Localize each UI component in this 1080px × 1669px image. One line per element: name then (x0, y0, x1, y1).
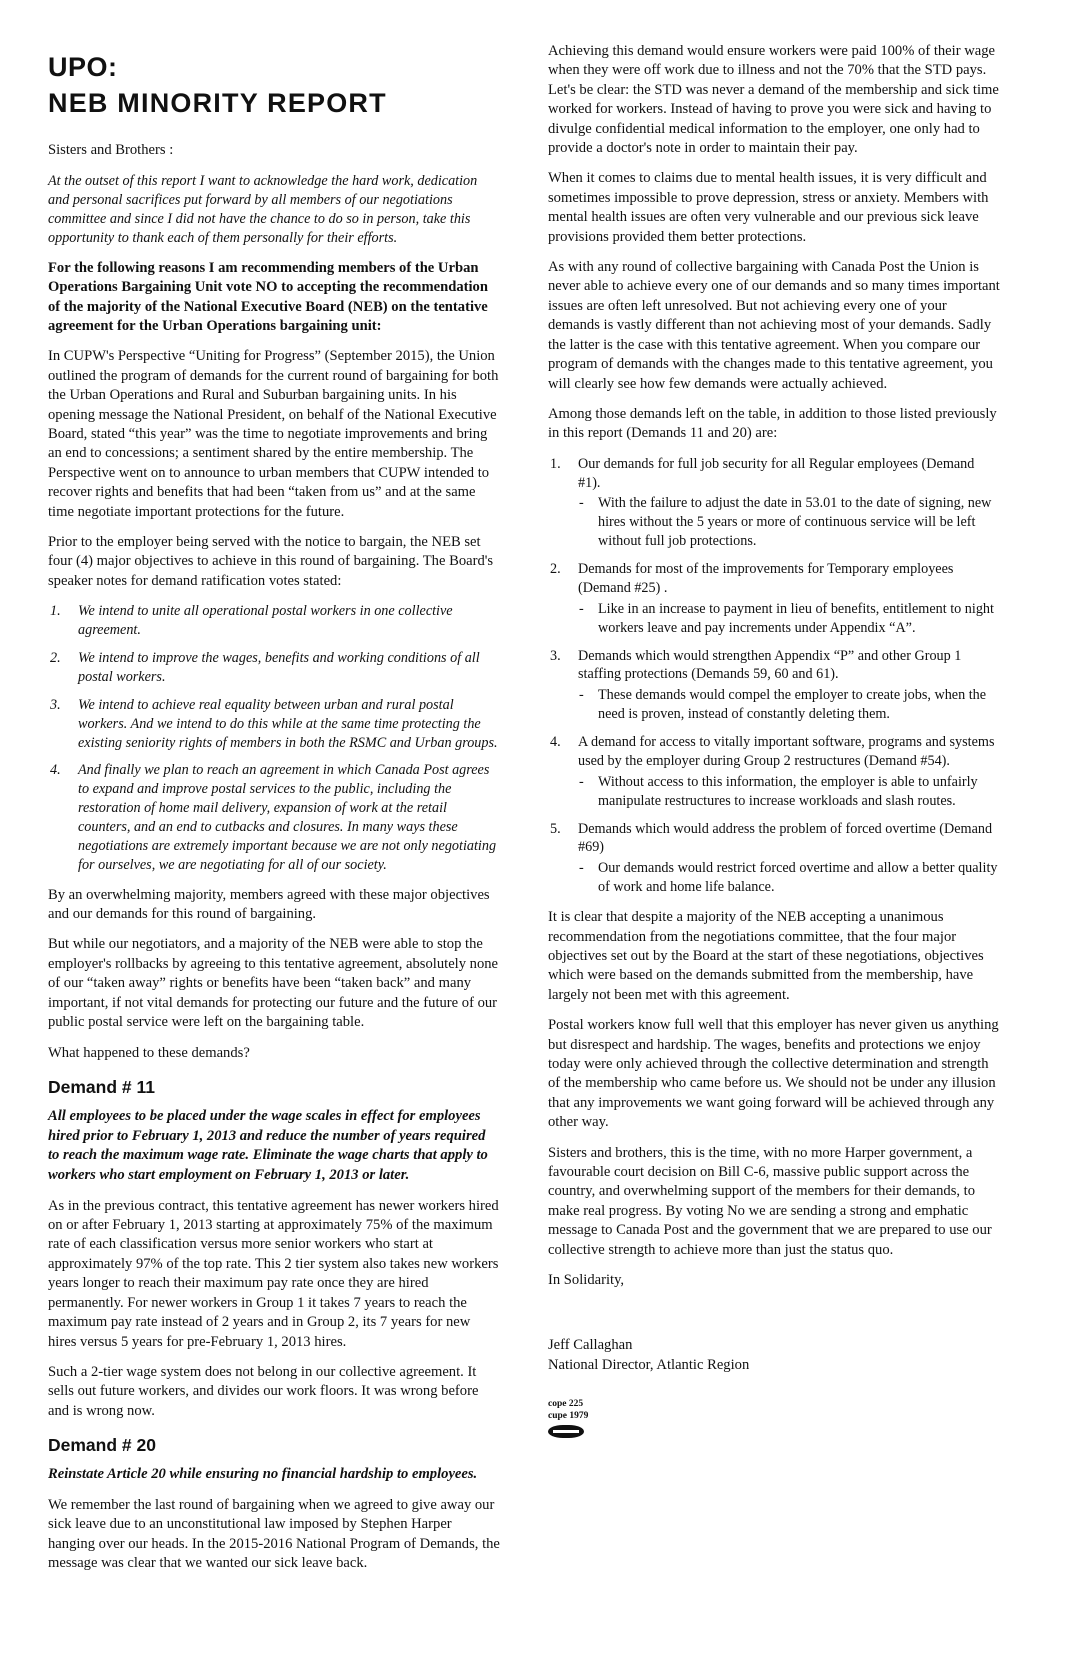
list-number: 4. (50, 762, 61, 779)
signature-title: National Director, Atlantic Region (548, 1357, 750, 1374)
sub-list (578, 494, 1000, 551)
demand-text: Demands which would strengthen Appendix “P” and other Group 1 staffing protections (Demands 59, 60 and 61). (578, 647, 962, 683)
dash-bullet: - (579, 600, 584, 617)
demand-text: Demands which would address the problem of forced overtime (Demand #69) (578, 820, 993, 856)
list-item (548, 733, 1000, 811)
objectives-list (48, 602, 500, 874)
objective-text: We intend to unite all operational postal workers in one collective agreement. (78, 603, 453, 639)
demand-11-text: All employees to be placed under the wage scales in effect for employees hired prior to February 1, 2013 and reduce the number of years required to reach the maximum wage rate. Eliminate the wage charts that apply to workers who start employment on February 1, 2013 or later. (48, 1107, 488, 1183)
list-item (48, 696, 500, 753)
intro-paragraph: At the outset of this report I want to acknowledge the hard work, dedication and personal sacrifices put forward by all members of our negotiations committee and since I did not have the chance to do so in person, take this opportunity to thank each of them personally for their efforts. (48, 172, 478, 246)
title-line-2: NEB MINORITY REPORT (48, 87, 387, 118)
sub-item-text: With the failure to adjust the date in 53.01 to the date of signing, new hires without the 5 years or more of continuous service will be left without full job protections. (598, 495, 992, 550)
right-paragraph-1: Achieving this demand would ensure workers were paid 100% of their wage when they were off work due to illness and not the 70% that the STD pays. Let's be clear: the STD was never a demand of the membership and sick time worked for workers. Instead of having to prove you were sick and having to divulge confidential medical information to the employer, one only had to provide a doctor's note in order to maintain their pay. (548, 43, 999, 157)
list-number: 4. (550, 734, 561, 751)
sub-list-item (578, 686, 1000, 724)
objective-text: We intend to improve the wages, benefits and working conditions of all postal workers. (78, 650, 480, 685)
right-paragraph-7: Sisters and brothers, this is the time, with no more Harper government, a favourable court decision on Bill C-6, massive public support across the country, and overwhelming support of the members for their demands, to make real progress. By voting No we are sending a strong and emphatic message to Canada Post and the government that we are prepared to use our collective strength to achieve more than just the status quo. (548, 1144, 992, 1258)
list-item (48, 649, 500, 687)
sub-list-item (578, 494, 1000, 551)
sub-list (578, 600, 1000, 638)
list-number: 3. (50, 696, 61, 713)
sub-list (578, 686, 1000, 724)
dash-bullet: - (579, 860, 584, 877)
right-paragraph-3: As with any round of collective bargaining with Canada Post the Union is never able to achieve every one of our demands and so many times important issues are often left unresolved. But not achieving every one of your demands is vastly different than not achieving most of your demands. Sadly the latter is the case with this tentative agreement. When you compare our program of demands with the changes made to this tentative agreement, you will clearly see how few demands were actually achieved. (548, 259, 1000, 392)
right-paragraph-4: Among those demands left on the table, in addition to those listed previously in this report (Demands 11 and 20) are: (548, 405, 997, 442)
perspective-paragraph: In CUPW's Perspective “Uniting for Progress” (September 2015), the Union outlined the program of demands for the current round of bargaining for both the Urban Operations and Rural and Suburban bargaining units. In his opening message the National President, on behalf of the National Executive Board, stated “this year” was the time to negotiate improvements and bring an end to concessions; a sentiment shared by the entire membership. The Perspective went on to announce to urban members that CUPW intended to recover rights and benefits that had been “taken from us” and at the same time negotiate important protections for the future. (48, 348, 499, 520)
objective-text: We intend to achieve real equality between urban and rural postal workers. And we intend to do this while at the same time protecting the existing seniority rights of members in both the RSMC and Urban groups. (78, 696, 498, 751)
two-column-layout (48, 42, 1032, 1649)
recommendation-paragraph: For the following reasons I am recommending members of the Urban Operations Bargaining Unit vote NO to accepting the recommendation of the majority of the National Executive Board (NEB) on the tentative agreement for the Urban Operations bargaining unit: (48, 259, 488, 334)
page-title (48, 50, 500, 121)
demand-11-heading: Demand # 11 (48, 1076, 155, 1097)
demand-20-heading: Demand # 20 (48, 1435, 156, 1456)
list-number: 2. (50, 650, 61, 667)
union-bug-icon (548, 1425, 584, 1438)
sub-item-text: These demands would compel the employer to create jobs, when the need is proven, instead of constantly deleting them. (598, 687, 987, 723)
sub-item-text: Like in an increase to payment in lieu of benefits, entitlement to night workers leave and pay increments under Appendix “A”. (598, 600, 994, 636)
dash-bullet: - (579, 495, 584, 512)
objective-text: And finally we plan to reach an agreement in which Canada Post agrees to expand and improve postal services to the public, including the restoration of home mail delivery, expansion of work at the retail counters, and an end to cutbacks and closures. In many ways these negotiations are extremely important because we are not only negotiating for ourselves, we are negotiating for all of our society. (78, 762, 497, 873)
sub-item-text: Our demands would restrict forced overtime and allow a better quality of work and home life balance. (598, 860, 998, 896)
demand-20-body-1: We remember the last round of bargaining when we agreed to give away our sick leave due to an unconstitutional law imposed by Stephen Harper hanging over our heads. In the 2015-2016 National Program of Demands, the message was clear that we wanted our sick leave back. (48, 1496, 500, 1572)
sub-list (578, 773, 1000, 811)
list-item (548, 647, 1000, 725)
dash-bullet: - (579, 687, 584, 704)
demand-text: Our demands for full job security for all Regular employees (Demand #1). (578, 455, 975, 491)
list-item (548, 560, 1000, 638)
closing-line: In Solidarity, (548, 1272, 625, 1288)
list-item (548, 820, 1000, 898)
right-column (548, 42, 1000, 1649)
signature-block (548, 1336, 1000, 1375)
right-paragraph-5: It is clear that despite a majority of the NEB accepting a unanimous recommendation from the negotiations committee, that the four major objectives set out by the Board at the start of these negotiations, objectives which were based on the demands submitted from the membership, have largely not been met with this agreement. (548, 909, 984, 1003)
list-number: 5. (550, 820, 561, 837)
left-column (48, 42, 500, 1649)
list-number: 3. (550, 647, 561, 664)
signature-name: Jeff Callaghan (548, 1337, 633, 1354)
what-happened-paragraph: What happened to these demands? (48, 1044, 250, 1061)
overwhelming-majority-paragraph: By an overwhelming majority, members agreed with these major objectives and our demands for this round of bargaining. (48, 886, 490, 923)
title-line-1: UPO: (48, 52, 118, 82)
four-objectives-intro: Prior to the employer being served with the notice to bargain, the NEB set four (4) major objectives to achieve in this round of bargaining. The Board's speaker notes for demand ratification votes stated: (48, 534, 494, 589)
list-item (48, 761, 500, 874)
dash-bullet: - (579, 773, 584, 790)
demand-20-text: Reinstate Article 20 while ensuring no financial hardship to employees. (48, 1466, 478, 1483)
union-label-cope: cope 225 (548, 1398, 584, 1409)
list-number: 1. (550, 455, 561, 472)
demand-text: A demand for access to vitally important software, programs and systems used by the employer during Group 2 restructures (Demand #54). (578, 734, 995, 769)
list-item (48, 602, 500, 640)
list-number: 2. (550, 561, 561, 578)
sub-list (578, 859, 1000, 897)
union-label-cupe: cupe 1979 (548, 1411, 589, 1422)
sub-list-item (578, 859, 1000, 897)
list-number: 1. (50, 603, 61, 620)
sub-list-item (578, 600, 1000, 638)
remaining-demands-list (548, 455, 1000, 897)
right-paragraph-2: When it comes to claims due to mental health issues, it is very difficult and sometimes impossible to prove depression, stress or anxiety. Members with mental health issues are often very vulnerable and our previous sick leave provisions provided them better protections. (548, 170, 989, 245)
demand-text: Demands for most of the improvements for Temporary employees (Demand #25) . (578, 561, 954, 596)
sub-item-text: Without access to this information, the employer is able to unfairly manipulate restructures to increase workloads and slash routes. (598, 773, 978, 809)
union-labels (548, 1398, 1000, 1439)
list-item (548, 455, 1000, 551)
rollbacks-paragraph: But while our negotiators, and a majority of the NEB were able to stop the employer's rollbacks by agreeing to this tentative agreement, absolutely none of our “taken away” rights or benefits have been “taken back” and many important, if not vital demands for protecting our future and the future of our public postal service were left on the bargaining table. (48, 936, 499, 1031)
demand-11-body-1: As in the previous contract, this tentative agreement has newer workers hired on or after February 1, 2013 starting at approximately 75% of the maximum rate of each classification versus more senior workers who start at approximately 97% of the top rate. This 2 tier system also takes new workers years longer to reach their maximum pay rate once they are hired permanently. For newer workers in Group 1 it takes 7 years to reach the maximum pay rate instead of 2 years and in Group 2, its 7 years for new hires versus 5 years for pre-February 1, 2013 hires. (48, 1197, 499, 1350)
salutation: Sisters and Brothers : (48, 142, 174, 159)
demand-11-body-2: Such a 2-tier wage system does not belong in our collective agreement. It sells out future workers, and divides our work floors. It was wrong before and is wrong now. (48, 1363, 479, 1419)
right-paragraph-6: Postal workers know full well that this employer has never given us anything but disrespect and hardship. The wages, benefits and protections we enjoy today were only achieved through the collective determination and strength of the membership who came before us. We should not be under any illusion that any improvements we want going forward will be achieved through any other way. (548, 1017, 999, 1131)
sub-list-item (578, 773, 1000, 811)
